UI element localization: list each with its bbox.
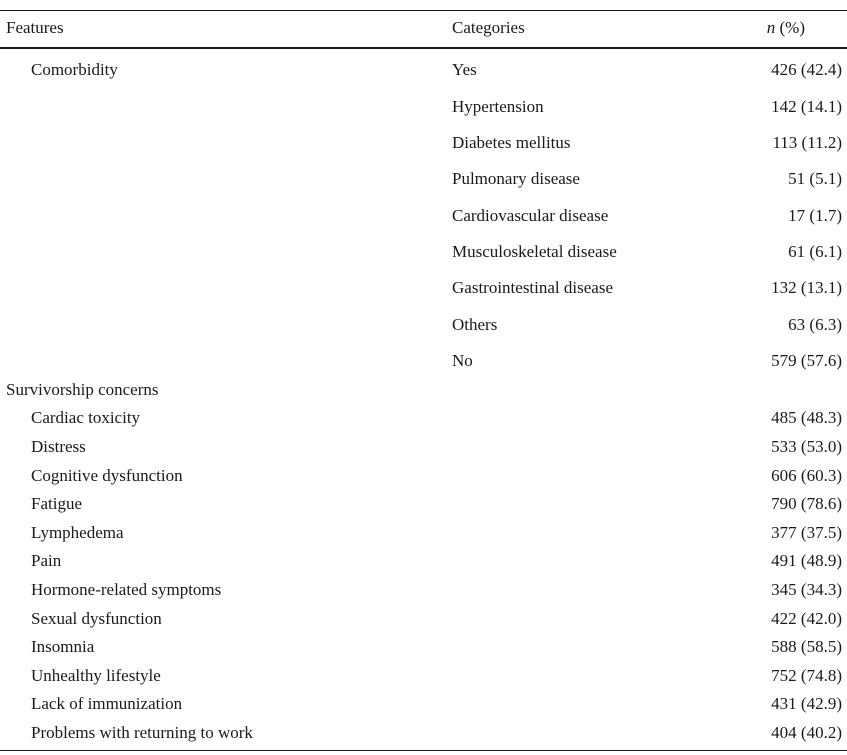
category-cell: Musculoskeletal disease bbox=[452, 242, 617, 261]
header-categories: Categories bbox=[452, 18, 525, 37]
value-cell: 132 (13.1) bbox=[771, 278, 842, 297]
header-n: n bbox=[766, 18, 776, 37]
comorbidity-label: Comorbidity bbox=[31, 60, 118, 79]
value-cell: 606 (60.3) bbox=[771, 466, 842, 485]
header-percent: (%) bbox=[775, 18, 805, 37]
value-cell: 63 (6.3) bbox=[788, 315, 842, 334]
value-cell: 422 (42.0) bbox=[771, 609, 842, 628]
category-cell: Gastrointestinal disease bbox=[452, 278, 613, 297]
value-cell: 790 (78.6) bbox=[771, 494, 842, 513]
value-cell: 579 (57.6) bbox=[771, 351, 842, 370]
feature-cell: Lymphedema bbox=[31, 523, 124, 542]
value-cell: 404 (40.2) bbox=[771, 723, 842, 742]
value-cell: 431 (42.9) bbox=[771, 694, 842, 713]
value-cell: 491 (48.9) bbox=[771, 551, 842, 570]
feature-cell: Unhealthy lifestyle bbox=[31, 666, 161, 685]
table-top-rule bbox=[0, 10, 847, 11]
survivorship-label: Survivorship concerns bbox=[6, 380, 159, 399]
feature-cell: Hormone-related symptoms bbox=[31, 580, 222, 599]
value-cell: 377 (37.5) bbox=[771, 523, 842, 542]
table-bottom-rule bbox=[0, 750, 847, 751]
value-cell: 61 (6.1) bbox=[788, 242, 842, 261]
value-cell: 426 (42.4) bbox=[771, 60, 842, 79]
category-cell: Others bbox=[452, 315, 498, 334]
table-header-rule bbox=[0, 47, 847, 49]
category-cell: Pulmonary disease bbox=[452, 169, 580, 188]
header-features: Features bbox=[6, 18, 64, 37]
category-cell: Hypertension bbox=[452, 97, 544, 116]
value-cell: 752 (74.8) bbox=[771, 666, 842, 685]
category-cell: No bbox=[452, 351, 473, 370]
feature-cell: Insomnia bbox=[31, 637, 95, 656]
value-cell: 142 (14.1) bbox=[771, 97, 842, 116]
feature-cell: Sexual dysfunction bbox=[31, 609, 162, 628]
feature-cell: Cardiac toxicity bbox=[31, 408, 141, 427]
value-cell: 113 (11.2) bbox=[772, 133, 842, 152]
feature-cell: Pain bbox=[31, 551, 62, 570]
value-cell: 51 (5.1) bbox=[788, 169, 842, 188]
category-cell: Diabetes mellitus bbox=[452, 133, 571, 152]
feature-cell: Fatigue bbox=[31, 494, 82, 513]
header-n-percent bbox=[767, 18, 805, 38]
category-cell: Yes bbox=[452, 60, 477, 79]
value-cell: 588 (58.5) bbox=[771, 637, 842, 656]
value-cell: 533 (53.0) bbox=[771, 437, 842, 456]
category-cell: Cardiovascular disease bbox=[452, 206, 609, 225]
feature-cell: Cognitive dysfunction bbox=[31, 466, 183, 485]
feature-cell: Distress bbox=[31, 437, 86, 456]
feature-cell: Problems with returning to work bbox=[31, 723, 253, 742]
value-cell: 345 (34.3) bbox=[771, 580, 842, 599]
value-cell: 17 (1.7) bbox=[788, 206, 842, 225]
feature-cell: Lack of immunization bbox=[31, 694, 183, 713]
value-cell: 485 (48.3) bbox=[771, 408, 842, 427]
